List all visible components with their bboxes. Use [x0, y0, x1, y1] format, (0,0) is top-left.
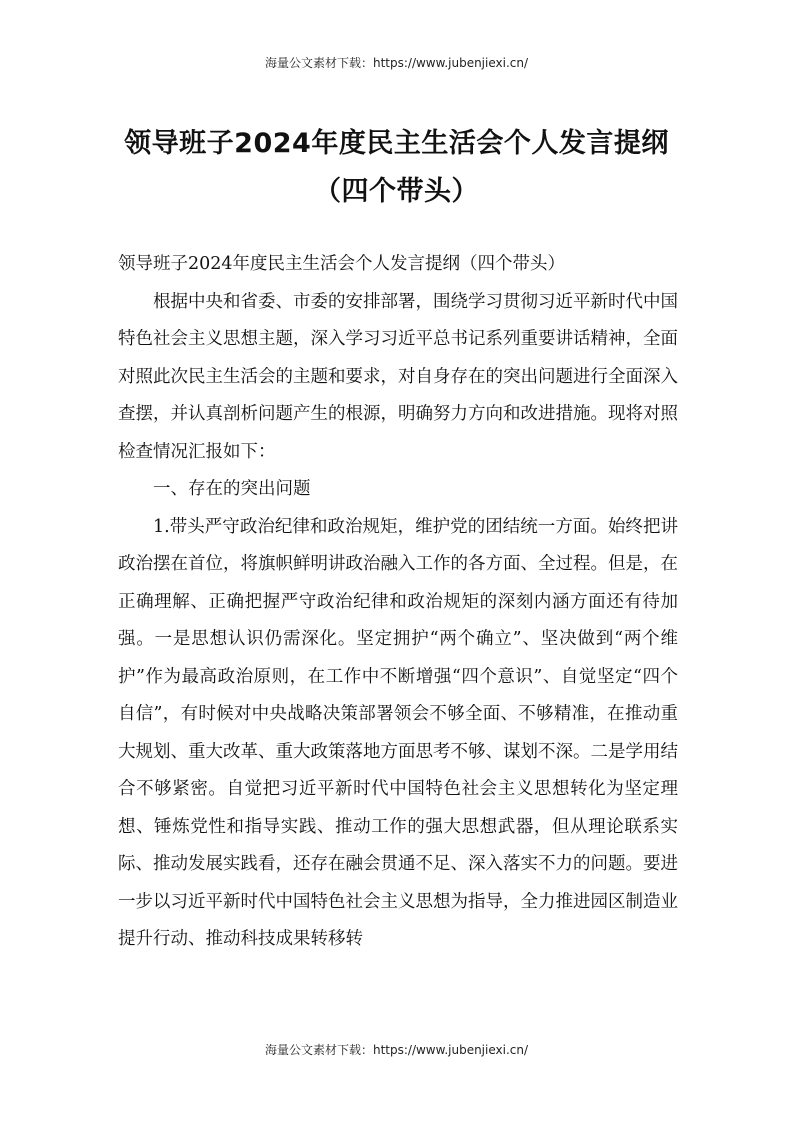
intro-paragraph: 根据中央和省委、市委的安排部署，围绕学习贯彻习近平新时代中国特色社会主义思想主题，深入学习习近平总书记系列重要讲话精神，全面对照此次民主生活会的主题和要求，对自身存在的突出问题进行全面深入查摆，并认真剖析问题产生的根源，明确努力方向和改进措施。现将对照检查情况汇报如下： — [118, 291, 678, 462]
body-paragraph: 1.带头严守政治纪律和政治规矩，维护党的团结统一方面。始终把讲政治摆在首位，将旗帜鲜明讲政治融入工作的各方面、全过程。但是，在正确理解、正确把握严守政治纪律和政治规矩的深刻内涵方面还有待加强。一是思想认识仍需深化。坚定拥护“两个确立”、坚决做到“两个维护”作为最高政治原则，在工作中不断增强“四个意识”、自觉坚定“四个自信”，有时候对中央战略决策部署领会不够全面、不够精准，在推动重大规划、重大改革、重大政策落地方面思考不够、谋划不深。二是学用结合不够紧密。自觉把习近平新时代中国特色社会主义思想转化为坚定理想、锤炼党性和指导实践、推动工作的强大思想武器，但从理论联系实际、推动发展实践看，还存在融会贯通不足、深入落实不力的问题。要进一步以习近平新时代中国特色社会主义思想为指导，全力推进园区制造业提升行动、推动科技成果转移转 — [118, 516, 678, 949]
document-title: 领导班子2024年度民主生活会个人发言提纲（四个带头） — [124, 128, 669, 207]
page-header: 海量公文素材下载：https://www.jubenjiexi.cn/ — [264, 56, 529, 70]
section-heading: 一、存在的突出问题 — [153, 479, 311, 499]
document-body — [118, 246, 678, 959]
page-footer: 海量公文素材下载：https://www.jubenjiexi.cn/ — [264, 1043, 529, 1057]
subtitle-paragraph: 领导班子2024年度民主生活会个人发言提纲（四个带头） — [118, 254, 566, 274]
